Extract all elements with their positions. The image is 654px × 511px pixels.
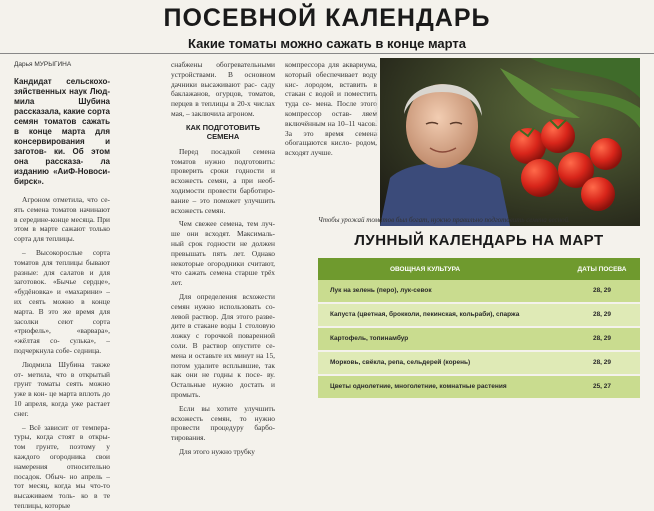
article-column-2 xyxy=(171,60,275,457)
paragraph: Агроном отметила, что се- ять семена томатов начинают в середине-конце месяца. При этом в марте сажают только сорта для теплицы. xyxy=(14,195,110,244)
table-header xyxy=(318,258,640,280)
paragraph: Для определения всхожести семян нужно использовать со- левой раствор. Для этого разве- дите в стакане воды 1 столовую ложку с горочкой поваренной соли. В раствор опустите се- мена и оставьте их минут на 15, потом удалите всплывшие, так как они не годны к посе- ву. Остальные нужно достать и промыть. xyxy=(171,291,275,399)
paragraph: Перед посадкой семена томатов нужно подготовить: проверить сроки годности и всхожесть семян, а при необ- ходимости провести барботиро- вание – это поможет улучшить всхожесть семян. xyxy=(171,146,275,215)
table-row xyxy=(318,328,640,350)
lunar-calendar-table xyxy=(318,258,640,400)
dates-cell: 28, 29 xyxy=(592,335,612,342)
paragraph: Людмила Шубина также от- метила, что в открытый грунт томаты сеять можно уже в кон- це марта вплоть до 10 апреля, когда уже растает снег. xyxy=(14,359,110,418)
paragraph: Для этого нужно трубку xyxy=(179,446,255,456)
paragraph: Чем свежее семена, тем луч- ше они всходят. Максималь- ный срок годности не должен превышать пять лет. Однако некоторые огородники считают, что сажать семена старше трёх лет. xyxy=(171,219,275,288)
dates-cell: 25, 27 xyxy=(592,383,612,390)
paragraph: компрессора для аквариума, который обеспечивает воду кис- лородом, вставить в стакан с водой и поместить туда се- мена. После этого компрессор остав- ляем включённым на 10–11 часов. За это время семена обогащаются кисло- родом, всходят лучше. xyxy=(285,60,377,158)
column-header-culture: ОВОЩНАЯ КУЛЬТУРА xyxy=(389,266,461,273)
culture-cell: Морковь, свёкла, репа, сельдерей (корень) xyxy=(330,359,471,366)
paragraph: – Высокорослые сорта томатов для теплицы бывают разные: для салатов и для заготовок. «Бычье сердце», «будёновка» и «махарини» – их сеять можно в конце марта. В это же время для засолки сеют сорта «трюфель», «варвара», «жёлтая со- сулька», – подчеркнула собе- седница. xyxy=(14,247,110,355)
culture-cell: Капуста (цветная, брокколи, пекинская, кольраби), спаржа xyxy=(330,311,520,318)
page-subtitle: Какие томаты можно сажать в конце марта xyxy=(187,36,467,51)
photo-caption: Чтобы урожай томатов был богат, нужно правильно подготовить семена весной. xyxy=(318,216,570,224)
dates-cell: 28, 29 xyxy=(592,287,612,294)
dates-cell: 28, 29 xyxy=(592,359,612,366)
table-row xyxy=(318,280,640,302)
tomato-photo xyxy=(380,58,640,226)
article-column-3 xyxy=(285,60,377,158)
author-byline: Дарья МУРЫГИНА xyxy=(14,61,72,68)
culture-cell: Лук на зелень (перо), лук-севок xyxy=(330,287,432,294)
header-rule xyxy=(0,53,654,54)
dates-cell: 28, 29 xyxy=(592,311,612,318)
article-column-1 xyxy=(14,60,110,511)
photo-credit: Фото: Анна Волков xyxy=(374,96,380,140)
culture-cell: Цветы однолетние, многолетние, комнатные растения xyxy=(330,383,507,390)
column-header-dates: ДАТЫ ПОСЕВА xyxy=(577,266,627,273)
paragraph: – Всё зависит от темпера- туры, когда стоят в откры- том грунте, поэтому у каждого огородника свои намерения относительно посадок. Обыч- но апрель – тот месяц, когда мы что-то высаживаем толь- ко в те теплицы, которые xyxy=(14,422,110,510)
paragraph: снабжены обогревательными устройствами. В основном дачники высаживают рас- саду баклажанов, огурцов, томатов, перцев в теплицы в 20-х числах мая, – заключила агроном. xyxy=(171,60,275,118)
lead-paragraph: Кандидат сельскохо- зяйственных наук Люд- мила Шубина рассказала, какие сорта семян томатов сажать в конце марта для консервирования и заготов- ки. Об этом она рассказа- ла изданию «АиФ-Новоси- бирск». xyxy=(14,77,110,186)
lunar-calendar-title: ЛУННЫЙ КАЛЕНДАРЬ НА МАРТ xyxy=(354,232,604,249)
section-heading: КАК ПОДГОТОВИТЬ СЕМЕНА xyxy=(185,122,261,141)
paragraph: Если вы хотите улучшить всхожесть семян, то нужно провести процедуру барбо- тирования. xyxy=(171,403,275,443)
table-row xyxy=(318,376,640,398)
table-row xyxy=(318,304,640,326)
photo-illustration xyxy=(380,58,640,226)
page-title: ПОСЕВНОЙ КАЛЕНДАРЬ xyxy=(163,4,491,32)
table-row xyxy=(318,352,640,374)
culture-cell: Картофель, топинамбур xyxy=(330,335,409,342)
